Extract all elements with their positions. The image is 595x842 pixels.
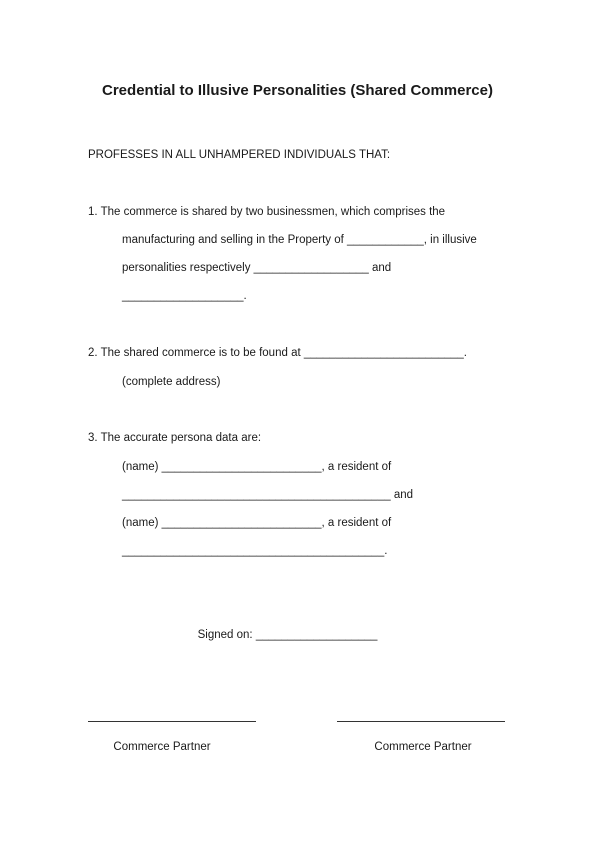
clause-1-line-4: ___________________. xyxy=(122,290,247,302)
clause-2-line-2: (complete address) xyxy=(122,376,221,388)
clause-3-line-1: 3. The accurate persona data are: xyxy=(88,432,262,444)
clause-1-line-3: personalities respectively __________________ and xyxy=(122,262,392,274)
clause-1-line-1: 1. The commerce is shared by two businessmen, which comprises the xyxy=(88,206,446,218)
preamble: PROFESSES IN ALL UNHAMPERED INDIVIDUALS THAT: xyxy=(88,149,391,161)
clause-2-line-1: 2. The shared commerce is to be found at _________________________. xyxy=(88,347,467,359)
signature-label-right: Commerce Partner xyxy=(374,741,472,753)
document-title: Credential to Illusive Personalities (Shared Commerce) xyxy=(102,82,493,99)
signature-label-left: Commerce Partner xyxy=(113,741,211,753)
clause-3-line-3: __________________________________________ and xyxy=(122,489,414,501)
clause-1-line-2: manufacturing and selling in the Property of ____________, in illusive xyxy=(122,234,477,246)
signature-line-right xyxy=(337,721,505,722)
clause-3-line-2: (name) _________________________, a resident of xyxy=(122,461,392,473)
signature-line-left xyxy=(88,721,256,722)
clause-3-line-5: _________________________________________. xyxy=(122,545,388,557)
signed-on: Signed on: ___________________ xyxy=(197,629,378,641)
clause-3-line-4: (name) _________________________, a resident of xyxy=(122,517,392,529)
